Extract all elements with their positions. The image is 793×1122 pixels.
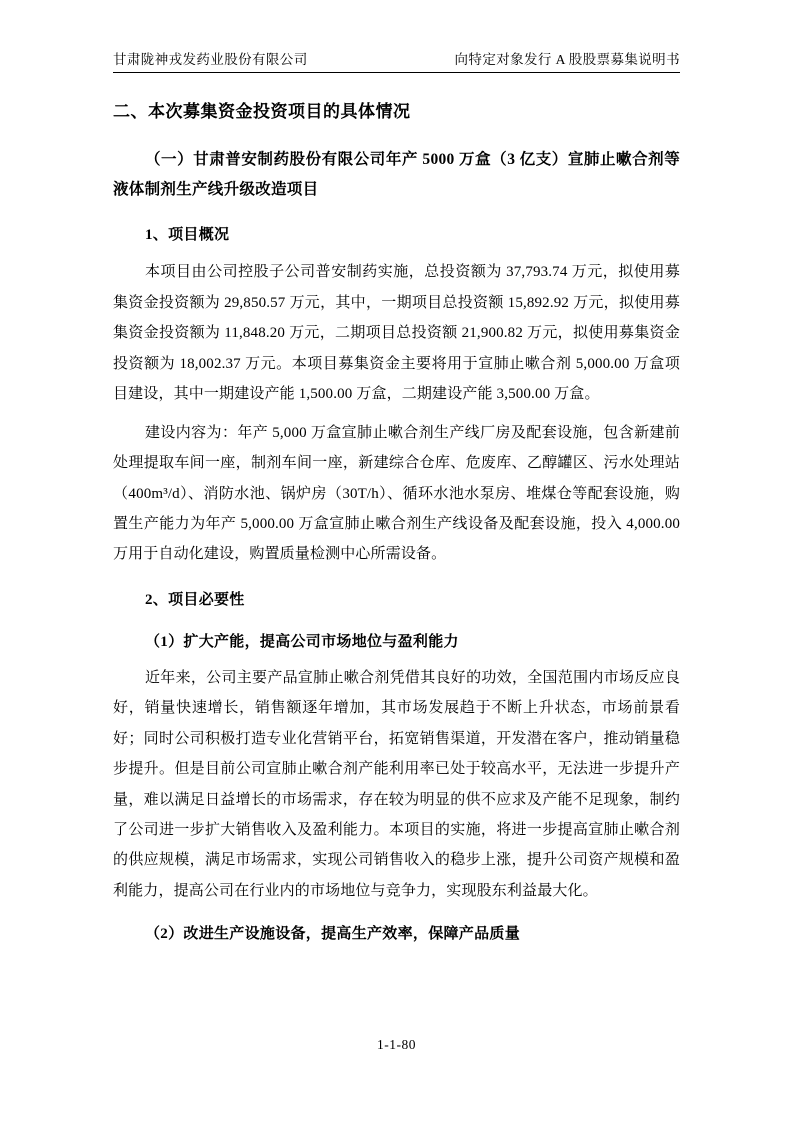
page-content	[113, 48, 680, 955]
page-number: 1-1-80	[377, 1037, 416, 1052]
header-document-title: 向特定对象发行 A 股股票募集说明书	[454, 52, 680, 67]
subsection-heading: （一）甘肃普安制药股份有限公司年产 5000 万盒（3 亿支）宣肺止嗽合剂等液体制剂生产线升级改造项目	[113, 150, 680, 198]
item-heading-improve-facilities: （2）改进生产设施设备，提高生产效率，保障产品质量	[145, 926, 521, 943]
paragraph-investment-summary: 本项目由公司控股子公司普安制药实施，总投资额为 37,793.74 万元，拟使用募集资金投资额为 29,850.57 万元，其中，一期项目总投资额 15,892.92 万元，拟使用募集资金投资额为 11,848.20 万元，二期项目总投资额 21,900.82 万元，拟使用募集资金投资额为 18,002.37 万元。本项目募集资金主要将用于宣肺止嗽合剂 5,000.00 万盒项目建设，其中一期建设产能 1,500.00 万盒，二期建设产能 3,500.00 万盒。	[113, 264, 680, 403]
page-footer	[0, 1037, 793, 1053]
header-divider	[113, 72, 680, 73]
section-heading: 二、本次募集资金投资项目的具体情况	[113, 102, 411, 121]
item-heading-project-overview: 1、项目概况	[145, 226, 230, 243]
item-heading-expand-capacity: （1）扩大产能，提高公司市场地位与盈利能力	[145, 634, 459, 651]
header-company-name: 甘肃陇神戎发药业股份有限公司	[113, 52, 308, 67]
paragraph-market-analysis: 近年来，公司主要产品宣肺止嗽合剂凭借其良好的功效，全国范围内市场反应良好，销量快速增长，销售额逐年增加，其市场发展趋于不断上升状态，市场前景看好；同时公司积极打造专业化营销平台，拓宽销售渠道，开发潜在客户，推动销量稳步提升。但是目前公司宣肺止嗽合剂产能利用率已处于较高水平，无法进一步提升产量，难以满足日益增长的市场需求，存在较为明显的供不应求及产能不足现象，制约了公司进一步扩大销售收入及盈利能力。本项目的实施，将进一步提高宣肺止嗽合剂的供应规模，满足市场需求，实现公司销售收入的稳步上涨，提升公司资产规模和盈利能力，提高公司在行业内的市场地位与竞争力，实现股东利益最大化。	[113, 669, 680, 899]
paragraph-construction-content: 建设内容为：年产 5,000 万盒宣肺止嗽合剂生产线厂房及配套设施，包含新建前处理提取车间一座，制剂车间一座，新建综合仓库、危废库、乙醇罐区、污水处理站（400m³/d）、消防水池、锅炉房（30T/h）、循环水池水泵房、堆煤仓等配套设施，购置生产能力为年产 5,000.00 万盒宣肺止嗽合剂生产线设备及配套设施，投入 4,000.00 万用于自动化建设，购置质量检测中心所需设备。	[113, 424, 680, 563]
page-header	[113, 48, 680, 72]
item-heading-project-necessity: 2、项目必要性	[145, 591, 245, 608]
